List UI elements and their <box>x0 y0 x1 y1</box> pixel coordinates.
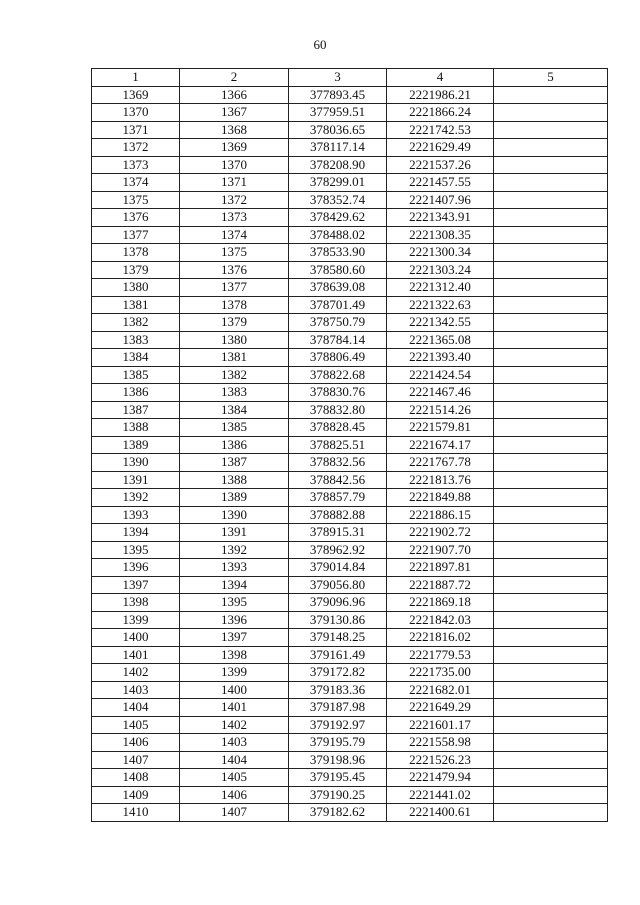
y-coordinate-cell: 2221424.54 <box>387 366 494 384</box>
x-coordinate-cell: 378962.92 <box>289 541 387 559</box>
index-cell: 1384 <box>180 401 289 419</box>
note-cell <box>494 629 608 647</box>
note-cell <box>494 384 608 402</box>
y-coordinate-cell: 2221767.78 <box>387 454 494 472</box>
x-coordinate-cell: 378429.62 <box>289 209 387 227</box>
table-row <box>92 384 608 402</box>
note-cell <box>494 454 608 472</box>
x-coordinate-cell: 378580.60 <box>289 261 387 279</box>
note-cell <box>494 664 608 682</box>
point-number-cell: 1396 <box>92 559 180 577</box>
point-number-cell: 1386 <box>92 384 180 402</box>
x-coordinate-cell: 379161.49 <box>289 646 387 664</box>
y-coordinate-cell: 2221866.24 <box>387 104 494 122</box>
y-coordinate-cell: 2221742.53 <box>387 121 494 139</box>
index-cell: 1392 <box>180 541 289 559</box>
note-cell <box>494 349 608 367</box>
index-cell: 1402 <box>180 716 289 734</box>
point-number-cell: 1372 <box>92 139 180 157</box>
index-cell: 1398 <box>180 646 289 664</box>
x-coordinate-cell: 378882.88 <box>289 506 387 524</box>
x-coordinate-cell: 378299.01 <box>289 174 387 192</box>
y-coordinate-cell: 2221849.88 <box>387 489 494 507</box>
index-cell: 1390 <box>180 506 289 524</box>
index-cell: 1383 <box>180 384 289 402</box>
note-cell <box>494 156 608 174</box>
index-cell: 1403 <box>180 734 289 752</box>
note-cell <box>494 786 608 804</box>
table-row <box>92 646 608 664</box>
index-cell: 1385 <box>180 419 289 437</box>
x-coordinate-cell: 378832.80 <box>289 401 387 419</box>
note-cell <box>494 331 608 349</box>
y-coordinate-cell: 2221537.26 <box>387 156 494 174</box>
table-row <box>92 716 608 734</box>
index-cell: 1401 <box>180 699 289 717</box>
y-coordinate-cell: 2221300.34 <box>387 244 494 262</box>
x-coordinate-cell: 378806.49 <box>289 349 387 367</box>
index-cell: 1393 <box>180 559 289 577</box>
note-cell <box>494 769 608 787</box>
note-cell <box>494 559 608 577</box>
x-coordinate-cell: 378915.31 <box>289 524 387 542</box>
point-number-cell: 1393 <box>92 506 180 524</box>
note-cell <box>494 594 608 612</box>
table-row <box>92 331 608 349</box>
note-cell <box>494 121 608 139</box>
table-row <box>92 559 608 577</box>
table-body <box>92 86 608 821</box>
x-coordinate-cell: 378830.76 <box>289 384 387 402</box>
table-row <box>92 104 608 122</box>
x-coordinate-cell: 378488.02 <box>289 226 387 244</box>
header-cell-5: 5 <box>494 69 608 87</box>
y-coordinate-cell: 2221869.18 <box>387 594 494 612</box>
point-number-cell: 1382 <box>92 314 180 332</box>
note-cell <box>494 209 608 227</box>
note-cell <box>494 734 608 752</box>
note-cell <box>494 576 608 594</box>
point-number-cell: 1400 <box>92 629 180 647</box>
table-row <box>92 664 608 682</box>
x-coordinate-cell: 378828.45 <box>289 419 387 437</box>
table-row <box>92 86 608 104</box>
point-number-cell: 1403 <box>92 681 180 699</box>
index-cell: 1391 <box>180 524 289 542</box>
x-coordinate-cell: 378533.90 <box>289 244 387 262</box>
y-coordinate-cell: 2221579.81 <box>387 419 494 437</box>
table-row <box>92 226 608 244</box>
note-cell <box>494 489 608 507</box>
point-number-cell: 1389 <box>92 436 180 454</box>
y-coordinate-cell: 2221457.55 <box>387 174 494 192</box>
table-row <box>92 209 608 227</box>
header-cell-2: 2 <box>180 69 289 87</box>
y-coordinate-cell: 2221303.24 <box>387 261 494 279</box>
table-row <box>92 699 608 717</box>
index-cell: 1396 <box>180 611 289 629</box>
point-number-cell: 1376 <box>92 209 180 227</box>
table-row <box>92 156 608 174</box>
index-cell: 1377 <box>180 279 289 297</box>
table-row <box>92 436 608 454</box>
point-number-cell: 1380 <box>92 279 180 297</box>
point-number-cell: 1402 <box>92 664 180 682</box>
point-number-cell: 1378 <box>92 244 180 262</box>
y-coordinate-cell: 2221407.96 <box>387 191 494 209</box>
note-cell <box>494 699 608 717</box>
y-coordinate-cell: 2221308.35 <box>387 226 494 244</box>
point-number-cell: 1404 <box>92 699 180 717</box>
note-cell <box>494 174 608 192</box>
index-cell: 1378 <box>180 296 289 314</box>
point-number-cell: 1387 <box>92 401 180 419</box>
x-coordinate-cell: 379192.97 <box>289 716 387 734</box>
note-cell <box>494 419 608 437</box>
x-coordinate-cell: 379182.62 <box>289 804 387 822</box>
page-number: 60 <box>313 37 327 52</box>
table-row <box>92 681 608 699</box>
x-coordinate-cell: 379056.80 <box>289 576 387 594</box>
note-cell <box>494 314 608 332</box>
note-cell <box>494 279 608 297</box>
point-number-cell: 1405 <box>92 716 180 734</box>
x-coordinate-cell: 378832.56 <box>289 454 387 472</box>
y-coordinate-cell: 2221479.94 <box>387 769 494 787</box>
x-coordinate-cell: 378825.51 <box>289 436 387 454</box>
table-row <box>92 524 608 542</box>
table-row <box>92 576 608 594</box>
y-coordinate-cell: 2221886.15 <box>387 506 494 524</box>
table-header <box>92 69 608 87</box>
y-coordinate-cell: 2221813.76 <box>387 471 494 489</box>
y-coordinate-cell: 2221343.91 <box>387 209 494 227</box>
point-number-cell: 1392 <box>92 489 180 507</box>
index-cell: 1387 <box>180 454 289 472</box>
x-coordinate-cell: 379096.96 <box>289 594 387 612</box>
table-row <box>92 804 608 822</box>
y-coordinate-cell: 2221907.70 <box>387 541 494 559</box>
y-coordinate-cell: 2221441.02 <box>387 786 494 804</box>
index-cell: 1386 <box>180 436 289 454</box>
table-row <box>92 751 608 769</box>
y-coordinate-cell: 2221735.00 <box>387 664 494 682</box>
y-coordinate-cell: 2221897.81 <box>387 559 494 577</box>
x-coordinate-cell: 378208.90 <box>289 156 387 174</box>
index-cell: 1370 <box>180 156 289 174</box>
coordinates-table <box>91 68 608 822</box>
header-row <box>92 69 608 87</box>
point-number-cell: 1398 <box>92 594 180 612</box>
y-coordinate-cell: 2221887.72 <box>387 576 494 594</box>
x-coordinate-cell: 379198.96 <box>289 751 387 769</box>
table-row <box>92 296 608 314</box>
point-number-cell: 1371 <box>92 121 180 139</box>
table-row <box>92 769 608 787</box>
x-coordinate-cell: 379187.98 <box>289 699 387 717</box>
x-coordinate-cell: 379195.79 <box>289 734 387 752</box>
table-row <box>92 261 608 279</box>
y-coordinate-cell: 2221467.46 <box>387 384 494 402</box>
note-cell <box>494 244 608 262</box>
table-row <box>92 314 608 332</box>
table-row <box>92 419 608 437</box>
index-cell: 1407 <box>180 804 289 822</box>
note-cell <box>494 611 608 629</box>
point-number-cell: 1407 <box>92 751 180 769</box>
point-number-cell: 1408 <box>92 769 180 787</box>
point-number-cell: 1390 <box>92 454 180 472</box>
point-number-cell: 1397 <box>92 576 180 594</box>
note-cell <box>494 401 608 419</box>
index-cell: 1373 <box>180 209 289 227</box>
table-row <box>92 489 608 507</box>
header-cell-3: 3 <box>289 69 387 87</box>
x-coordinate-cell: 377893.45 <box>289 86 387 104</box>
table-row <box>92 471 608 489</box>
index-cell: 1400 <box>180 681 289 699</box>
x-coordinate-cell: 379172.82 <box>289 664 387 682</box>
index-cell: 1380 <box>180 331 289 349</box>
y-coordinate-cell: 2221322.63 <box>387 296 494 314</box>
index-cell: 1395 <box>180 594 289 612</box>
point-number-cell: 1385 <box>92 366 180 384</box>
point-number-cell: 1374 <box>92 174 180 192</box>
table-row <box>92 611 608 629</box>
point-number-cell: 1375 <box>92 191 180 209</box>
note-cell <box>494 366 608 384</box>
y-coordinate-cell: 2221986.21 <box>387 86 494 104</box>
note-cell <box>494 226 608 244</box>
note-cell <box>494 261 608 279</box>
x-coordinate-cell: 378842.56 <box>289 471 387 489</box>
y-coordinate-cell: 2221674.17 <box>387 436 494 454</box>
y-coordinate-cell: 2221601.17 <box>387 716 494 734</box>
y-coordinate-cell: 2221842.03 <box>387 611 494 629</box>
index-cell: 1372 <box>180 191 289 209</box>
x-coordinate-cell: 378036.65 <box>289 121 387 139</box>
index-cell: 1366 <box>180 86 289 104</box>
x-coordinate-cell: 379183.36 <box>289 681 387 699</box>
index-cell: 1369 <box>180 139 289 157</box>
y-coordinate-cell: 2221393.40 <box>387 349 494 367</box>
table-row <box>92 629 608 647</box>
table-row <box>92 506 608 524</box>
x-coordinate-cell: 379148.25 <box>289 629 387 647</box>
table-row <box>92 786 608 804</box>
table-row <box>92 121 608 139</box>
point-number-cell: 1373 <box>92 156 180 174</box>
index-cell: 1397 <box>180 629 289 647</box>
header-cell-4: 4 <box>387 69 494 87</box>
note-cell <box>494 751 608 769</box>
x-coordinate-cell: 378857.79 <box>289 489 387 507</box>
index-cell: 1375 <box>180 244 289 262</box>
point-number-cell: 1388 <box>92 419 180 437</box>
index-cell: 1368 <box>180 121 289 139</box>
x-coordinate-cell: 379190.25 <box>289 786 387 804</box>
table-row <box>92 366 608 384</box>
index-cell: 1394 <box>180 576 289 594</box>
y-coordinate-cell: 2221400.61 <box>387 804 494 822</box>
index-cell: 1376 <box>180 261 289 279</box>
x-coordinate-cell: 379130.86 <box>289 611 387 629</box>
table-row <box>92 174 608 192</box>
note-cell <box>494 139 608 157</box>
table-row <box>92 191 608 209</box>
note-cell <box>494 506 608 524</box>
table-row <box>92 349 608 367</box>
table-row <box>92 139 608 157</box>
note-cell <box>494 646 608 664</box>
note-cell <box>494 804 608 822</box>
point-number-cell: 1410 <box>92 804 180 822</box>
point-number-cell: 1377 <box>92 226 180 244</box>
index-cell: 1405 <box>180 769 289 787</box>
y-coordinate-cell: 2221558.98 <box>387 734 494 752</box>
x-coordinate-cell: 378701.49 <box>289 296 387 314</box>
point-number-cell: 1370 <box>92 104 180 122</box>
note-cell <box>494 524 608 542</box>
index-cell: 1404 <box>180 751 289 769</box>
note-cell <box>494 86 608 104</box>
point-number-cell: 1401 <box>92 646 180 664</box>
note-cell <box>494 104 608 122</box>
y-coordinate-cell: 2221312.40 <box>387 279 494 297</box>
index-cell: 1371 <box>180 174 289 192</box>
x-coordinate-cell: 378750.79 <box>289 314 387 332</box>
index-cell: 1388 <box>180 471 289 489</box>
note-cell <box>494 716 608 734</box>
y-coordinate-cell: 2221902.72 <box>387 524 494 542</box>
point-number-cell: 1384 <box>92 349 180 367</box>
note-cell <box>494 471 608 489</box>
point-number-cell: 1381 <box>92 296 180 314</box>
x-coordinate-cell: 378352.74 <box>289 191 387 209</box>
point-number-cell: 1399 <box>92 611 180 629</box>
x-coordinate-cell: 378822.68 <box>289 366 387 384</box>
y-coordinate-cell: 2221816.02 <box>387 629 494 647</box>
x-coordinate-cell: 378639.08 <box>289 279 387 297</box>
index-cell: 1379 <box>180 314 289 332</box>
y-coordinate-cell: 2221365.08 <box>387 331 494 349</box>
index-cell: 1399 <box>180 664 289 682</box>
point-number-cell: 1383 <box>92 331 180 349</box>
x-coordinate-cell: 378784.14 <box>289 331 387 349</box>
table-row <box>92 279 608 297</box>
table-row <box>92 454 608 472</box>
note-cell <box>494 436 608 454</box>
table-row <box>92 244 608 262</box>
table-row <box>92 401 608 419</box>
point-number-cell: 1379 <box>92 261 180 279</box>
note-cell <box>494 191 608 209</box>
index-cell: 1382 <box>180 366 289 384</box>
point-number-cell: 1409 <box>92 786 180 804</box>
index-cell: 1389 <box>180 489 289 507</box>
x-coordinate-cell: 377959.51 <box>289 104 387 122</box>
header-cell-1: 1 <box>92 69 180 87</box>
y-coordinate-cell: 2221682.01 <box>387 681 494 699</box>
point-number-cell: 1394 <box>92 524 180 542</box>
y-coordinate-cell: 2221342.55 <box>387 314 494 332</box>
index-cell: 1374 <box>180 226 289 244</box>
point-number-cell: 1406 <box>92 734 180 752</box>
note-cell <box>494 681 608 699</box>
note-cell <box>494 296 608 314</box>
x-coordinate-cell: 379195.45 <box>289 769 387 787</box>
y-coordinate-cell: 2221649.29 <box>387 699 494 717</box>
table-row <box>92 734 608 752</box>
y-coordinate-cell: 2221514.26 <box>387 401 494 419</box>
y-coordinate-cell: 2221629.49 <box>387 139 494 157</box>
y-coordinate-cell: 2221779.53 <box>387 646 494 664</box>
table-row <box>92 541 608 559</box>
index-cell: 1381 <box>180 349 289 367</box>
y-coordinate-cell: 2221526.23 <box>387 751 494 769</box>
point-number-cell: 1369 <box>92 86 180 104</box>
x-coordinate-cell: 379014.84 <box>289 559 387 577</box>
point-number-cell: 1395 <box>92 541 180 559</box>
note-cell <box>494 541 608 559</box>
index-cell: 1406 <box>180 786 289 804</box>
point-number-cell: 1391 <box>92 471 180 489</box>
table-row <box>92 594 608 612</box>
index-cell: 1367 <box>180 104 289 122</box>
x-coordinate-cell: 378117.14 <box>289 139 387 157</box>
